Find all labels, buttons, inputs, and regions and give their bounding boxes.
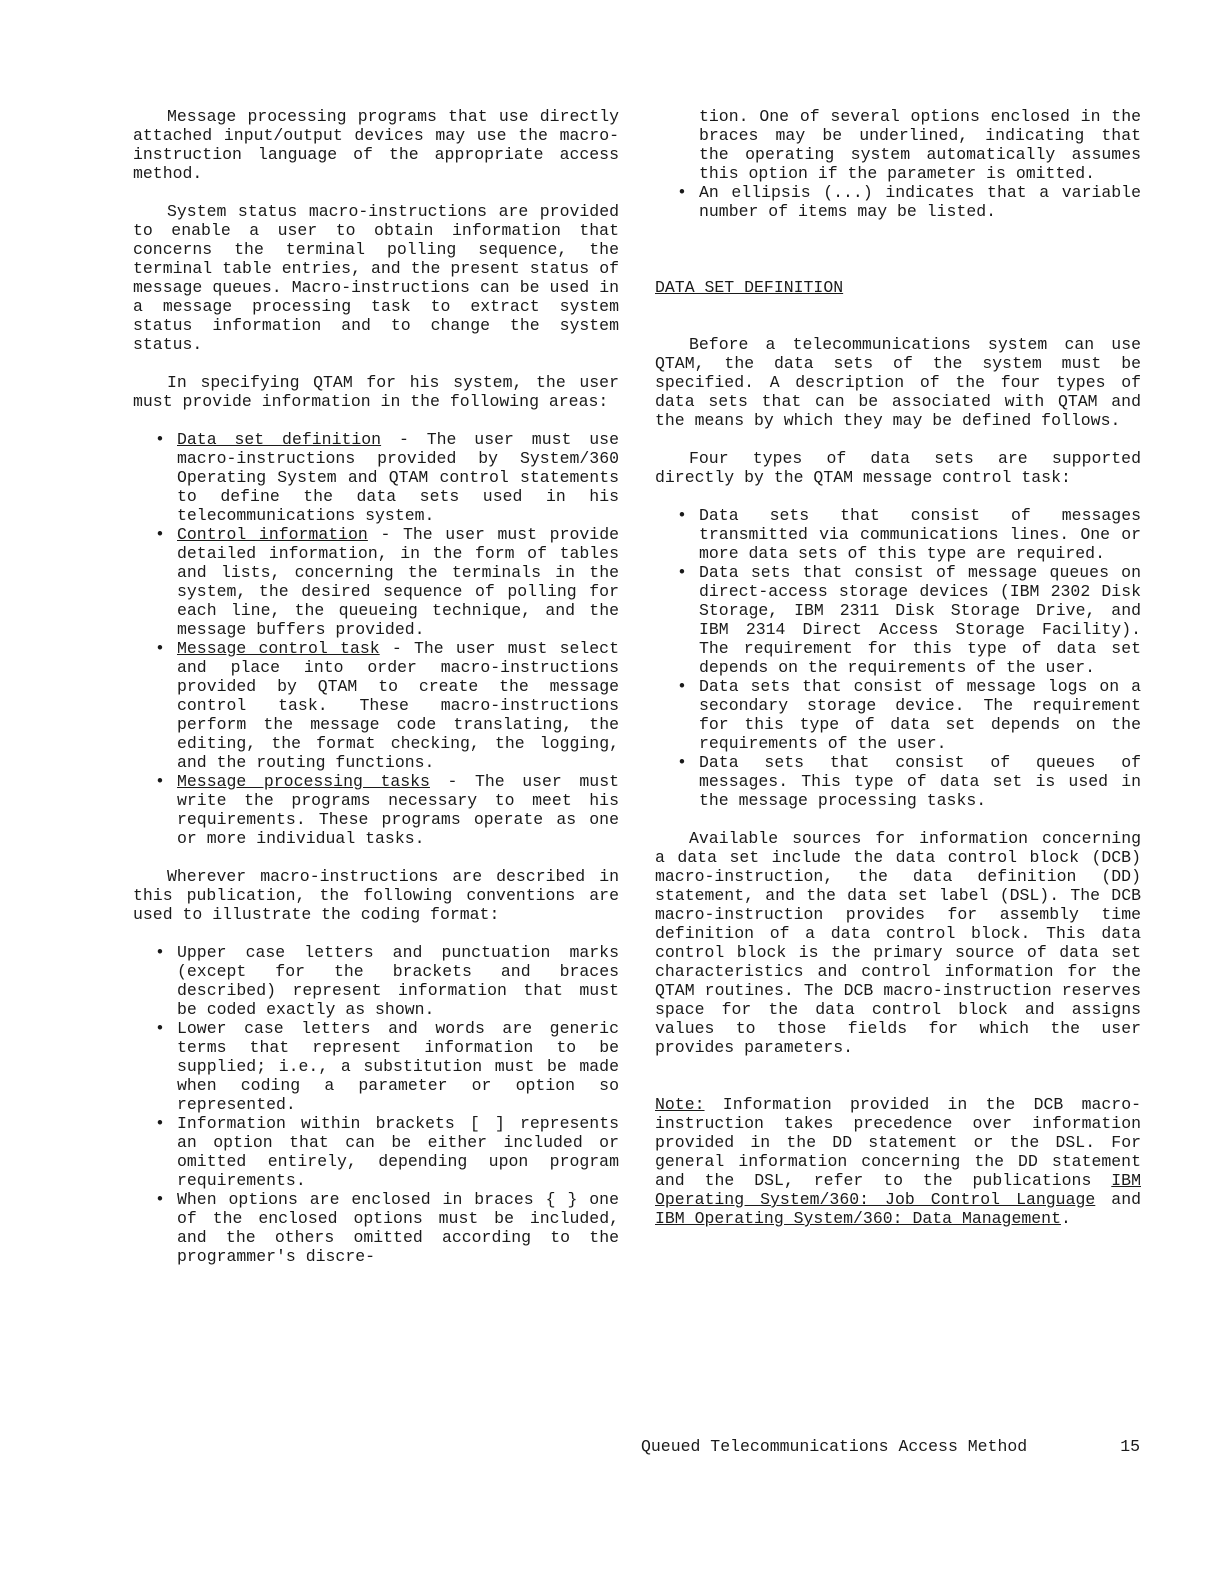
list-item (155, 1114, 619, 1190)
list-item-text: - The user must select and place into order macro-instructions provided by QTAM to create the message control task. These macro-instructions perform the message code translating, the editing, the format checking, the logging, and the routing functions. (177, 639, 619, 772)
list-item-text: - The user must write the programs necessary to meet his requirements. These programs operate as one or more individual tasks. (177, 772, 619, 848)
bullet-icon: • (677, 563, 687, 582)
bullet-icon: • (155, 1190, 165, 1209)
data-set-types-list (655, 506, 1141, 810)
bullet-icon: • (155, 772, 165, 791)
list-item-text: An ellipsis (...) indicates that a variable number of items may be listed. (699, 183, 1141, 221)
paragraph-available-sources: Available sources for information concerning a data set include the data control block (DCB) macro-instruction, the data definition (DD) statement, and the data set label (DSL). The DCB macro-instruction provides for assembly time definition of a data control block. This data control block is the primary source of data set characteristics and control information for the QTAM routines. The DCB macro-instruction reserves space for the data control block and assigns values to those fields for which the user provides parameters. (655, 829, 1141, 1057)
list-item (677, 183, 1141, 221)
list-item (677, 563, 1141, 677)
paragraph-four-types: Four types of data sets are supported directly by the QTAM message control task: (655, 449, 1141, 487)
note (655, 1095, 1141, 1228)
conventions-list-continued (655, 107, 1141, 221)
bullet-icon: • (677, 506, 687, 525)
list-item-text: Lower case letters and words are generic terms that represent information to be supplied; i.e., a substitution must be made when coding a parameter or option so represented. (177, 1019, 619, 1114)
paragraph-before-telecom: Before a telecommunications system can use QTAM, the data sets of the system must be specified. A description of the four types of data sets that can be associated with QTAM and the means by which they may be defined follows. (655, 335, 1141, 430)
bullet-icon: • (677, 677, 687, 696)
bullet-icon: • (155, 943, 165, 962)
reference-data-management: IBM Operating System/360: Data Management (655, 1209, 1061, 1228)
paragraph-specifying-qtam: In specifying QTAM for his system, the user must provide information in the following areas: (133, 373, 619, 411)
list-item (155, 430, 619, 525)
right-column (655, 107, 1141, 1247)
note-text: . (1060, 1209, 1071, 1228)
paragraph-system-status: System status macro-instructions are provided to enable a user to obtain information that concerns the terminal polling sequence, the terminal table entries, and the present status of message queues. Macro-instructions can be used in a message processing task to extract system status information and to change the system status. (133, 202, 619, 354)
term: Data set definition (177, 430, 382, 449)
list-item-text: - The user must use macro-instructions provided by System/360 Operating System and QTAM control statements to define the data sets used in his telecommunications system. (177, 430, 619, 525)
list-item (677, 506, 1141, 563)
areas-list (133, 430, 619, 848)
list-item-text: When options are enclosed in braces { } one of the enclosed options must be included, and the others omitted according to the programmer's discre- (177, 1190, 619, 1266)
page-footer (641, 1437, 1140, 1456)
list-item (155, 639, 619, 772)
term: Control information (177, 525, 368, 544)
paragraph-conventions: Wherever macro-instructions are described in this publication, the following conventions are used to illustrate the coding format: (133, 867, 619, 924)
section-heading: DATA SET DEFINITION (655, 278, 844, 297)
list-item (155, 525, 619, 639)
list-item-text: - The user must provide detailed information, in the form of tables and lists, concerning the terminals in the system, the desired sequence of polling for each line, the queueing technique, and the message buffers provided. (177, 525, 619, 639)
bullet-icon: • (155, 1019, 165, 1038)
list-item (677, 753, 1141, 810)
list-item (155, 772, 619, 848)
list-item-text: tion. One of several options enclosed in the braces may be underlined, indicating that the operating system automatically assumes this option if the parameter is omitted. (699, 107, 1141, 183)
term: Message processing tasks (177, 772, 430, 791)
list-item-text: Upper case letters and punctuation marks (except for the brackets and braces described) represent information that must be coded exactly as shown. (177, 943, 619, 1019)
list-item-text: Data sets that consist of queues of messages. This type of data set is used in the message processing tasks. (699, 753, 1141, 810)
bullet-icon: • (155, 639, 165, 658)
list-item (699, 107, 1141, 183)
footer-title: Queued Telecommunications Access Method (641, 1437, 1028, 1456)
list-item-text: Information within brackets [ ] represents an option that can be either included or omitted entirely, depending upon program requirements. (177, 1114, 619, 1190)
term: Message control task (177, 639, 380, 658)
reference-job-control-language: IBM Operating System/360: Job Control Language (655, 1171, 1141, 1209)
bullet-icon: • (155, 1114, 165, 1133)
note-text: Information provided in the DCB macro-instruction takes precedence over information provided in the DD statement or the DSL. For general information concerning the DD statement and the DSL, refer to the publications (655, 1095, 1141, 1190)
list-item-text: Data sets that consist of message queues on direct-access storage devices (IBM 2302 Disk Storage, IBM 2311 Disk Storage Drive, and IBM 2314 Direct Access Storage Facility). The requirement for this type of data set depends on the requirements of the user. (699, 563, 1141, 677)
list-item-text: Data sets that consist of message logs on a secondary storage device. The requirement for this type of data set depends on the requirements of the user. (699, 677, 1141, 753)
note-text: and (1095, 1190, 1141, 1209)
bullet-icon: • (155, 430, 165, 449)
list-item (155, 1190, 619, 1266)
bullet-icon: • (677, 753, 687, 772)
list-item-text: Data sets that consist of messages transmitted via communications lines. One or more data sets of this type are required. (699, 506, 1141, 563)
paragraph-io-devices: Message processing programs that use directly attached input/output devices may use the macro-instruction language of the appropriate access method. (133, 107, 619, 183)
page-number: 15 (1120, 1437, 1140, 1456)
conventions-list (133, 943, 619, 1266)
bullet-icon: • (155, 525, 165, 544)
list-item (155, 1019, 619, 1114)
bullet-icon: • (677, 183, 687, 202)
note-label: Note: (655, 1095, 705, 1114)
list-item (677, 677, 1141, 753)
left-column (133, 107, 619, 1285)
list-item (155, 943, 619, 1019)
